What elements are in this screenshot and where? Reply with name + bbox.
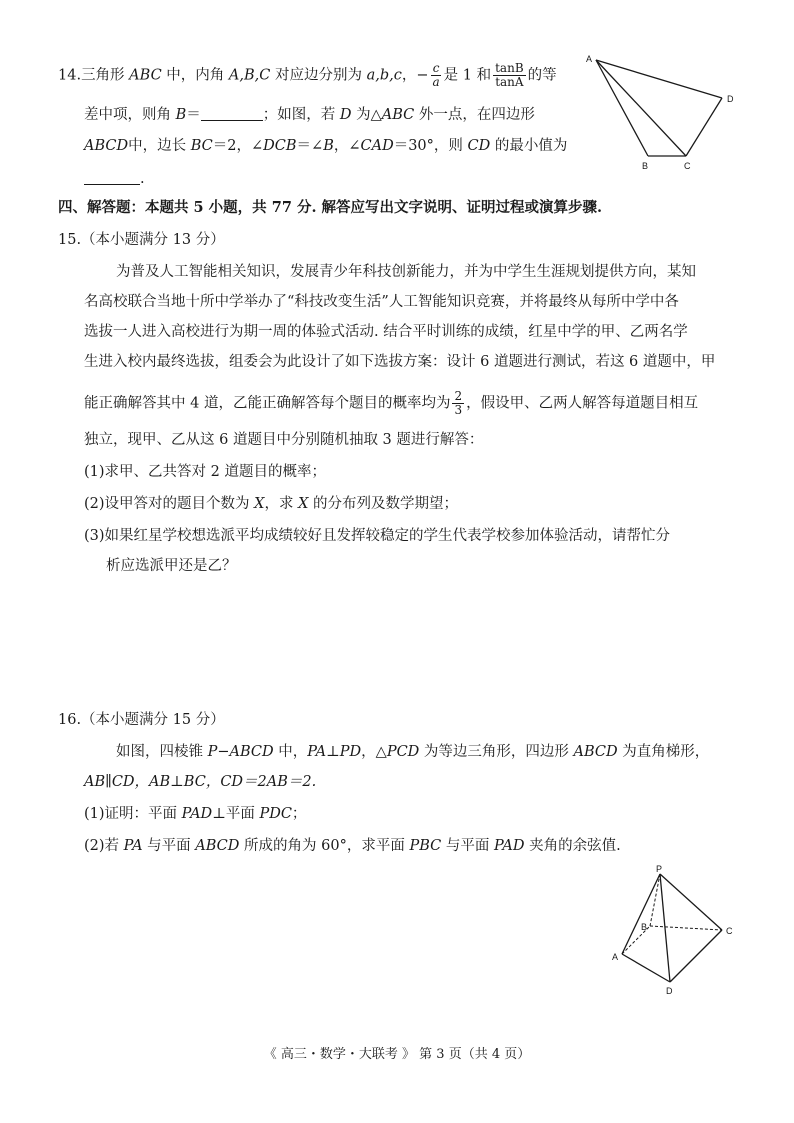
text: ABCD <box>195 838 240 854</box>
pyramid-p-abcd-figure <box>604 862 754 1002</box>
q15-subquestion-2 <box>84 494 458 514</box>
text: 中，边长 <box>128 138 191 154</box>
vertex-label-d: D <box>727 94 734 104</box>
q16-paragraph-line: AB∥CD，AB⊥BC，CD＝2AB＝2. <box>84 774 317 790</box>
text: B <box>323 138 334 154</box>
text: P−ABCD <box>207 744 274 760</box>
text: 中， <box>273 744 308 760</box>
vertex-label-p: P <box>656 864 663 874</box>
text: a,b,c <box>366 67 402 84</box>
text: (2)若 <box>84 838 124 854</box>
text: PDC <box>259 806 292 822</box>
answer-blank-angle-b[interactable] <box>201 104 263 121</box>
q15-paragraph-line: 为普及人工智能相关知识，发展青少年科技创新能力，并为中学生生涯规划提供方向，某知 <box>116 264 696 280</box>
text: PAD <box>493 838 525 854</box>
text: ＝ <box>186 107 201 123</box>
text: D <box>339 107 352 123</box>
text: A,B,C <box>228 67 271 84</box>
edge-dc <box>670 930 722 982</box>
text: CAD <box>360 138 394 154</box>
text: ＝2，∠ <box>212 138 264 154</box>
text: 如图，四棱锥 <box>116 744 208 760</box>
denominator: tanA <box>495 75 524 89</box>
denominator: 3 <box>454 403 463 417</box>
q15-subquestion-3: (3)如果红星学校想选派平均成绩较好且发挥较稳定的学生代表学校参加体验活动，请帮忙分 <box>84 528 671 544</box>
text: B <box>175 107 187 123</box>
fraction-two-thirds <box>452 390 464 417</box>
text: PAD <box>181 806 213 822</box>
text: ABCD <box>573 744 618 760</box>
text: 所成的角为 60°，求平面 <box>239 838 410 854</box>
text: 的等 <box>527 67 557 84</box>
text: 中，内角 <box>161 67 229 84</box>
edge-pb-hidden <box>650 874 660 926</box>
text: 为△ <box>351 107 382 123</box>
text: ABCD <box>84 138 129 154</box>
q15-paragraph-line: 生进入校内最终选拔，组委会为此设计了如下选拔方案：设计 6 道题进行测试，若这 6 道题中，甲 <box>84 354 716 370</box>
text: X <box>254 496 265 512</box>
q14-line-4 <box>84 168 145 189</box>
text: ＝30°，则 <box>393 138 468 154</box>
page-footer: 《 高三・数学・大联考 》 第 3 页（共 4 页） <box>263 1047 531 1062</box>
text: ；如图，若 <box>262 107 340 123</box>
text: PCD <box>386 744 420 760</box>
answer-blank-cd-min[interactable] <box>84 168 140 185</box>
edge-dc <box>686 98 722 156</box>
q16-paragraph-line <box>116 742 709 762</box>
section-four-heading: 四、解答题：本题共 5 小题，共 77 分. 解答应写出文字说明、证明过程或演算步骤. <box>58 199 603 216</box>
vertex-label-d: D <box>666 986 673 996</box>
q15-paragraph-line: 名高校联合当地十所中学举办了“科技改变生活”人工智能知识竞赛，并将最终从每所中学中各 <box>84 294 679 310</box>
vertex-label-a: A <box>612 952 619 962</box>
text: 与平面 <box>142 838 196 854</box>
text: PBC <box>409 838 442 854</box>
edge-ad <box>596 60 722 98</box>
text: 夹角的余弦值. <box>524 838 621 854</box>
q16-subquestion-1 <box>84 804 306 824</box>
numerator: tanB <box>495 61 524 75</box>
q15-paragraph-line: 独立，现甲、乙从这 6 道题目中分别随机抽取 3 题进行解答： <box>84 432 484 448</box>
edge-pd <box>660 874 670 982</box>
q15-paragraph-line <box>84 390 698 417</box>
q14-number: 14. <box>58 67 82 84</box>
text: 能正确解答其中 4 道，乙能正确解答每个题目的概率均为 <box>84 395 451 412</box>
text: 对应边分别为 <box>270 67 367 84</box>
q16-subquestion-2 <box>84 836 621 856</box>
text: X <box>298 496 309 512</box>
vertex-label-c: C <box>726 926 733 936</box>
q15-subquestion-1: (1)求甲、乙共答对 2 道题目的概率； <box>84 464 326 480</box>
q15-paragraph-line: 选拔一人进入高校进行为期一周的体验式活动. 结合平时训练的成绩，红星中学的甲、乙两名学 <box>84 324 688 340</box>
text: ，假设甲、乙两人解答每道题目相互 <box>466 395 699 412</box>
fraction-c-over-a <box>431 62 442 89</box>
text: ABC <box>129 67 162 84</box>
text: 的分布列及数学期望； <box>308 496 459 512</box>
text: 三角形 <box>81 67 130 84</box>
text: DCB <box>263 138 297 154</box>
text: CD <box>467 138 491 154</box>
denominator: a <box>432 75 440 89</box>
text: ，△ <box>361 744 387 760</box>
diagonal-ac <box>596 60 686 156</box>
numerator: 2 <box>454 389 463 403</box>
text: ，− <box>401 67 429 84</box>
text: 为直角梯形， <box>617 744 710 760</box>
text: ABC <box>381 107 415 123</box>
edge-ad <box>622 954 670 982</box>
q14-line-2 <box>84 104 535 125</box>
q15-header: 15.（本小题满分 13 分） <box>58 232 225 248</box>
vertex-label-c: C <box>684 161 691 171</box>
text: (2)设甲答对的题目个数为 <box>84 496 255 512</box>
edge-bc-hidden <box>650 926 722 930</box>
text: 为等边三角形，四边形 <box>419 744 574 760</box>
q14-line-3 <box>84 136 567 156</box>
q15-subquestion-3-cont: 析应选派甲还是乙？ <box>106 558 237 574</box>
text: 外一点，在四边形 <box>414 107 535 123</box>
text: ； <box>291 806 307 822</box>
text: BC <box>190 138 213 154</box>
text: ＝∠ <box>296 138 324 154</box>
text: ，求 <box>264 496 299 512</box>
text: 与平面 <box>441 838 494 854</box>
text: . <box>140 171 145 187</box>
vertex-label-b: B <box>641 922 648 932</box>
quadrilateral-abcd-figure <box>582 52 742 176</box>
text: PA⊥PD <box>307 744 362 760</box>
edge-pc <box>660 874 722 930</box>
q16-header: 16.（本小题满分 15 分） <box>58 712 225 728</box>
text: 差中项，则角 <box>84 107 176 123</box>
text: (1)证明：平面 <box>84 806 182 822</box>
text: 的最小值为 <box>490 138 568 154</box>
vertex-label-a: A <box>586 54 593 64</box>
vertex-label-b: B <box>642 161 649 171</box>
fraction-tanb-over-tana <box>493 62 526 89</box>
text: PA <box>123 838 143 854</box>
text: ，∠ <box>333 138 361 154</box>
text: 是 1 和 <box>443 67 492 84</box>
text: ⊥平面 <box>212 806 260 822</box>
edge-pa <box>622 874 660 954</box>
q14-line-1 <box>58 62 557 89</box>
numerator: c <box>432 61 440 75</box>
